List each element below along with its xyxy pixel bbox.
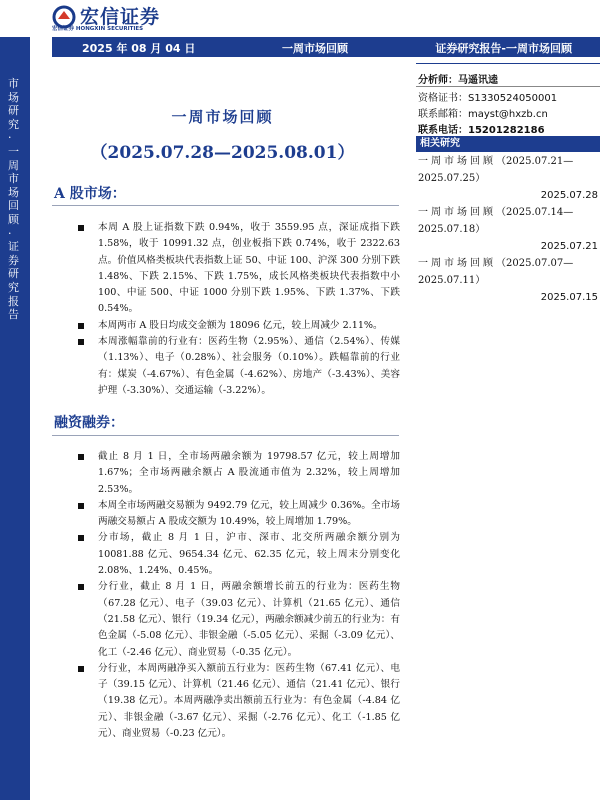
a-share-bullets <box>78 220 400 399</box>
related-item-date: 2025.07.15 <box>540 292 598 303</box>
bullet-item: 分市场，截止 8 月 1 日，沪市、深市、北交所两融余额分别为 10081.88 亿元、9654.34 亿元、62.35 亿元，较上周末分别变化 2.08%、1.24%、0.45%。 <box>78 530 400 579</box>
bullet-item: 本周 A 股上证指数下跌 0.94%，收于 3559.95 点，深证成指下跌 1.58%，收于 10991.32 点，创业板指下跌 0.74%，收于 2322.63 点。价值风格类板块代表指数上证 50、中证 100、沪深 300 分别下跌 1.48%、下跌 2.15%、下跌 1.75%，成长风格类板块代表指数中小 100、中证 500、中证 1000 分别下跌 1.95%、下跌 1.37%、下跌 0.54%。 <box>78 220 400 318</box>
section-heading-margin: 融资融券： <box>54 415 124 431</box>
section-divider <box>52 205 399 206</box>
related-item-period: （2025.07.07—2025.07.11） <box>418 258 574 286</box>
related-item-name: 一周市场回顾 <box>418 258 496 269</box>
related-item-date: 2025.07.28 <box>540 190 598 201</box>
bullet-item: 本周两市 A 股日均成交金额为 18096 亿元，较上周减少 2.11%。 <box>78 318 400 334</box>
related-item-period: （2025.07.14—2025.07.18） <box>418 207 574 235</box>
related-item[interactable] <box>418 153 598 204</box>
logo-cn-text: 宏信证券 <box>80 6 161 28</box>
related-research-heading: 相关研究 <box>416 136 600 152</box>
analyst-email <box>418 105 548 120</box>
related-item-date: 2025.07.21 <box>540 241 598 252</box>
analyst-phone <box>418 121 545 136</box>
phone-label: 联系电话： <box>418 125 468 136</box>
related-item-name: 一周市场回顾 <box>418 207 496 218</box>
header-bar <box>52 37 600 57</box>
report-period: （2025.07.28—2025.08.01） <box>90 143 355 163</box>
section-heading-a-share: A 股市场： <box>54 186 126 202</box>
side-strip <box>0 37 30 800</box>
right-top-rule <box>416 63 600 64</box>
email-label: 联系邮箱： <box>418 109 468 120</box>
bullet-item: 截止 8 月 1 日，全市场两融余额为 19798.57 亿元，较上周增加 1.67%；全市场两融余额占 A 股流通市值为 2.32%，较上周增加 2.53%。 <box>78 449 400 498</box>
email-value[interactable]: mayst@hxzb.cn <box>468 109 548 120</box>
phone-value: 15201282186 <box>468 125 545 136</box>
bullet-item: 本周涨幅靠前的行业有：医药生物（2.95%）、通信（2.54%）、传媒（1.13%）、电子（0.28%）、社会服务（0.10%）。跌幅靠前的行业有：煤炭（-4.67%）、有色金属（-4.62%）、房地产（-3.43%）、美容护理（-3.30%）、交通运输（-3.22%）。 <box>78 334 400 399</box>
report-date: 2025 年 08 月 04 日 <box>82 42 196 55</box>
bullet-item: 分行业，截止 8 月 1 日，两融余额增长前五的行业为：医药生物（67.28 亿元）、电子（39.03 亿元）、计算机（21.65 亿元）、通信（21.58 亿元）、银行（19.34 亿元），两融余额减少前五的行业为：有色金属（-5.08 亿元）、非银金融（-5.05 亿元）、采掘（-3.09 亿元）、化工（-2.46 亿元）、商业贸易（-0.35 亿元）。 <box>78 579 400 660</box>
bullet-item: 本周全市场两融交易额为 9492.79 亿元，较上周减少 0.36%。全市场两融交易额占 A 股成交额为 10.49%，较上周增加 1.79%。 <box>78 498 400 531</box>
report-title: 一周市场回顾 <box>171 108 274 126</box>
analyst-name: 分析师：马遥讯逵 <box>418 75 498 86</box>
header-center-title: 一周市场回顾 <box>282 42 348 55</box>
margin-bullets <box>78 449 400 742</box>
bullet-item: 分行业，本周两融净买入额前五行业为：医药生物（67.41 亿元）、电子（39.15 亿元）、计算机（21.46 亿元）、通信（21.41 亿元）、银行（19.38 亿元）。本周两融净卖出额前五行业为：有色金属（-4.84 亿元）、非银金融（-3.67 亿元）、采掘（-2.76 亿元）、化工（-1.85 亿元）、商业贸易（-0.23 亿元）。 <box>78 661 400 742</box>
related-item-period: （2025.07.21—2025.07.25） <box>418 156 574 184</box>
cert-value: S1330524050001 <box>468 93 558 104</box>
related-item[interactable] <box>418 255 598 306</box>
side-strip-text: 市场研究·一周市场回顾·证券研究报告 <box>8 77 19 322</box>
section-divider <box>52 435 399 436</box>
right-rule <box>416 86 600 87</box>
analyst-cert <box>418 89 557 104</box>
cert-label: 资格证书： <box>418 93 468 104</box>
header-right-title: 证券研究报告-一周市场回顾 <box>435 42 572 55</box>
related-item-name: 一周市场回顾 <box>418 156 496 167</box>
logo-en-text: 宏信证券 HONGXIN SECURITIES <box>52 26 144 32</box>
related-item[interactable] <box>418 204 598 255</box>
